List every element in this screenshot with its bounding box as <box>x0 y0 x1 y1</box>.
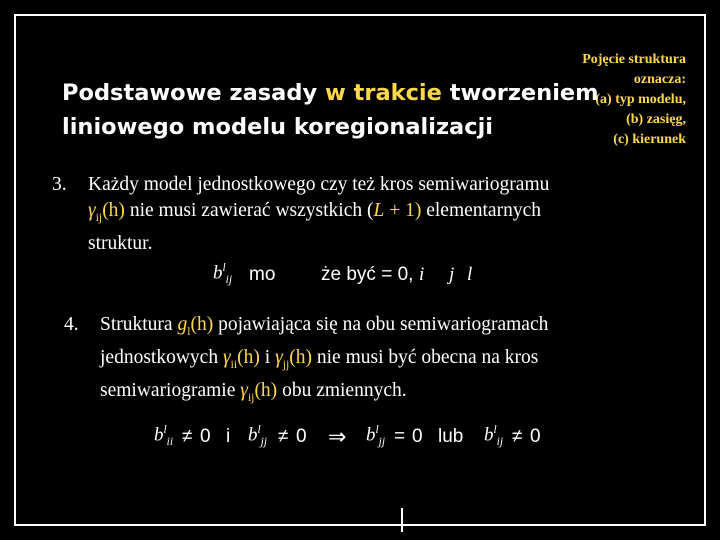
list-item-3 <box>52 172 692 256</box>
title-accent: w trakcie <box>324 80 442 106</box>
note-line-3: (a) typ modelu, <box>595 92 686 107</box>
item3-line-3: struktur. <box>88 232 153 254</box>
item4-line-1: Struktura $g_l(h)$ pojawiająca się na obu semiwariogramach <box>100 314 549 338</box>
item-number: 4. <box>64 314 79 335</box>
list-item-4 <box>64 312 694 404</box>
note-line-2: oznacza: <box>633 72 686 87</box>
slide-title <box>62 76 662 144</box>
frame-left-line <box>14 14 16 526</box>
frame-top-line <box>14 14 706 16</box>
frame-right-line <box>704 14 706 526</box>
frame-bottom-line <box>14 524 706 526</box>
item-number: 3. <box>52 174 67 195</box>
item3-line-2: $\gamma_{ij}(h)$ nie musi zawierać wszystkich (L + 1) elementarnych <box>88 200 541 224</box>
frame-center-tick <box>401 508 403 532</box>
note-line-4: (b) zasięg, <box>626 112 686 127</box>
note-line-1: Pojęcie struktura <box>582 52 686 67</box>
item4-line-3: semiwariogramie $\gamma_{ij}(h)$ obu zmiennych. <box>100 379 407 404</box>
title-line-2: liniowego modelu koregionalizacji <box>62 114 494 140</box>
slide: Pojęcie struktura oznacza: (a) typ modelu, (b) zasięg, (c) kierunek Podstawowe zasady w trakcie tworzeniem liniowego modelu koregionalizacji 3. Każdy model jednostkowego czy też kros semiwariogramu $\gamma_{ij}(h)$ nie musi zawierać wszystkich (L + 1) elementarnych struktur. $b^l_{ij}$ mo że być = 0, i j l 4. Struktura $g_l(h)$ pojawiająca się na obu semiwariogramach jednostkowych $\gamma_{ii}(h)$ i $\gamma_{jj}(h)$ nie musi być obecna na kros semiwariogramie $\gamma_{ij}(h)$ obu zmiennych. $b^l_{ii}$ ≠ 0 i $b^l_{jj}$ ≠ 0 ⇒ $b^l_{jj}$ = 0 lub $b^l_{ij}$ ≠ 0 <box>0 0 720 540</box>
note-line-5: (c) kierunek <box>613 132 686 147</box>
title-line-1: Podstawowe zasady w trakcie tworzeniem <box>62 80 599 106</box>
item4-line-2: jednostkowych $\gamma_{ii}(h)$ i $\gamma_{jj}(h)$ nie musi być obecna na kros <box>100 346 539 371</box>
item3-line-1: Każdy model jednostkowego czy też kros semiwariogramu <box>88 174 550 195</box>
